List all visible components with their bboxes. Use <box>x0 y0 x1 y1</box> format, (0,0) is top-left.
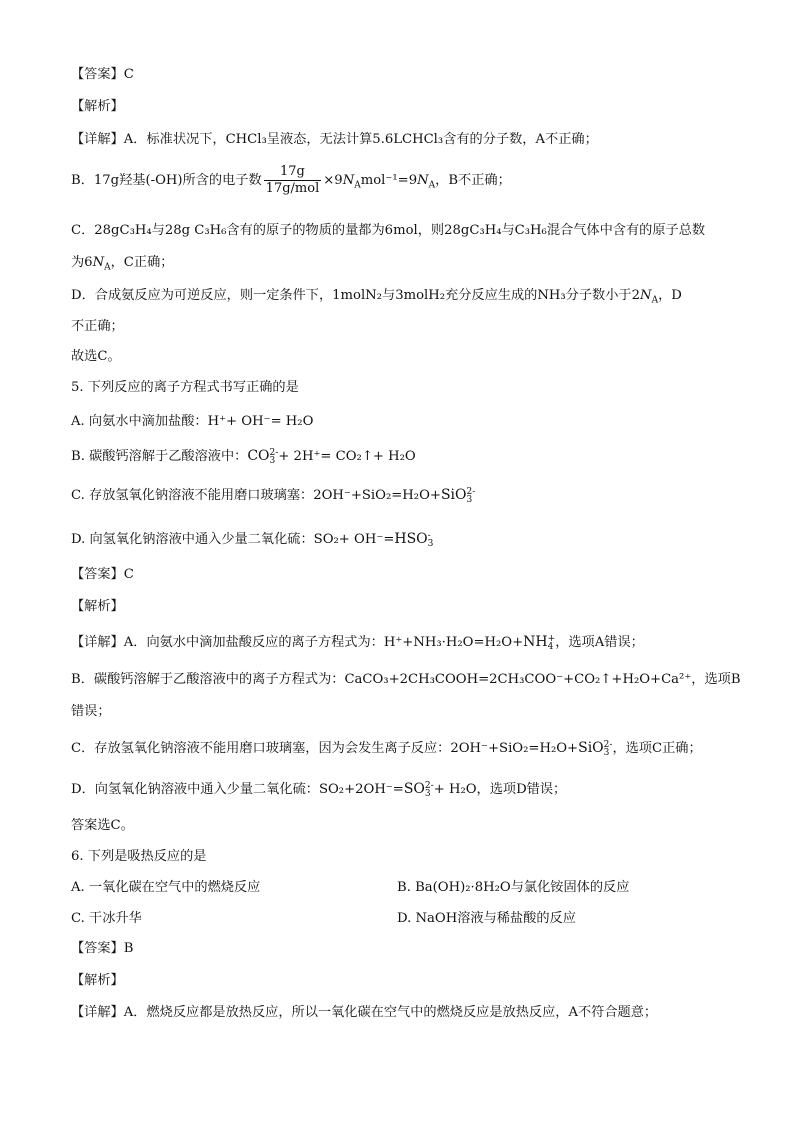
option-6c: C. 干冰升华 <box>71 911 142 926</box>
answer-label-4: 【答案】C <box>71 67 134 82</box>
detail-6a: 【详解】A．燃烧反应都是放热反应，所以一氧化碳在空气中的燃烧反应是放热反应，A不符合题意； <box>71 1005 658 1020</box>
option-6a: A. 一氧化碳在空气中的燃烧反应 <box>71 880 261 895</box>
detail-5d: D．向氢氧化钠溶液中通入少量二氧化硫：SO₂+2OH⁻=SO 2- 3 + H₂O，选项D错误； <box>71 780 567 799</box>
fraction: $\frac{17g}{\text{17g/mol}}$ <box>265 164 320 196</box>
detail-4b: B．17g羟基(-OH)所含的电子数 $\frac{17g}{\text{17g/mol}}$ $\times 9N_Amol^{-1}=9N_A$，B不正确； <box>71 164 511 196</box>
detail-5b-cont: 错误； <box>71 704 111 719</box>
detail-4c: C．28gC₃H₄与28g C₃H₆含有的原子的物质的量都为6mol，则28gC₃H₄与C₃H₆混合气体中含有的原子总数 <box>71 223 706 238</box>
conclusion-5: 答案选C。 <box>71 818 134 833</box>
option-5d: D. 向氢氧化钠溶液中通入少量二氧化硫：SO₂+ OH⁻=HSO - 3 <box>71 530 434 549</box>
option-6d: D. NaOH溶液与稀盐酸的反应 <box>397 911 576 926</box>
detail-4a: 【详解】A．标准状况下，CHCl₃呈液态，无法计算5.6LCHCl₃含有的分子数，A不正确； <box>71 132 598 147</box>
detail-5c: C．存放氢氧化钠溶液不能用磨口玻璃塞，因为会发生离子反应：2OH⁻+SiO₂=H₂O+SiO 2- 3 ，选项C正确； <box>71 739 702 758</box>
detail-4d-cont: 不正确； <box>71 319 124 334</box>
option-5a: A. 向氨水中滴加盐酸：H⁺+ OH⁻= H₂O <box>71 414 314 429</box>
detail-5a: 【详解】A．向氨水中滴加盐酸反应的离子方程式为：H⁺+NH₃·H₂O=H₂O+NH + 4 ，选项A错误； <box>71 633 644 652</box>
question-5: 5. 下列反应的离子方程式书写正确的是 <box>71 380 299 395</box>
question-6: 6. 下列是吸热反应的是 <box>71 849 207 864</box>
detail-5b: B．碳酸钙溶解于乙酸溶液中的离子方程式为：CaCO₃+2CH₃COOH=2CH₃COO⁻+CO₂↑+H₂O+Ca²⁺，选项B <box>71 672 741 687</box>
conclusion-4: 故选C。 <box>71 349 121 364</box>
detail-4c-cont: 为$6N_A$，C正确； <box>71 255 174 273</box>
analysis-label-4: 【解析】 <box>71 99 124 114</box>
answer-label-5: 【答案】C <box>71 567 134 582</box>
option-6b: B. Ba(OH)₂·8H₂O与氯化铵固体的反应 <box>397 880 630 895</box>
answer-label-6: 【答案】B <box>71 941 134 956</box>
option-5b: B. 碳酸钙溶解于乙酸溶液中：CO 2- 3 + 2H⁺= CO₂↑+ H₂O <box>71 447 416 466</box>
analysis-label-6: 【解析】 <box>71 973 124 988</box>
option-5c: C. 存放氢氧化钠溶液不能用磨口玻璃塞：2OH⁻+SiO₂=H₂O+SiO 2- 3 <box>71 486 476 505</box>
detail-4d: D．合成氨反应为可逆反应，则一定条件下，1molN₂与3molH₂充分反应生成的NH₃分子数小于$2N_A$，D <box>71 288 682 306</box>
analysis-label-5: 【解析】 <box>71 599 124 614</box>
